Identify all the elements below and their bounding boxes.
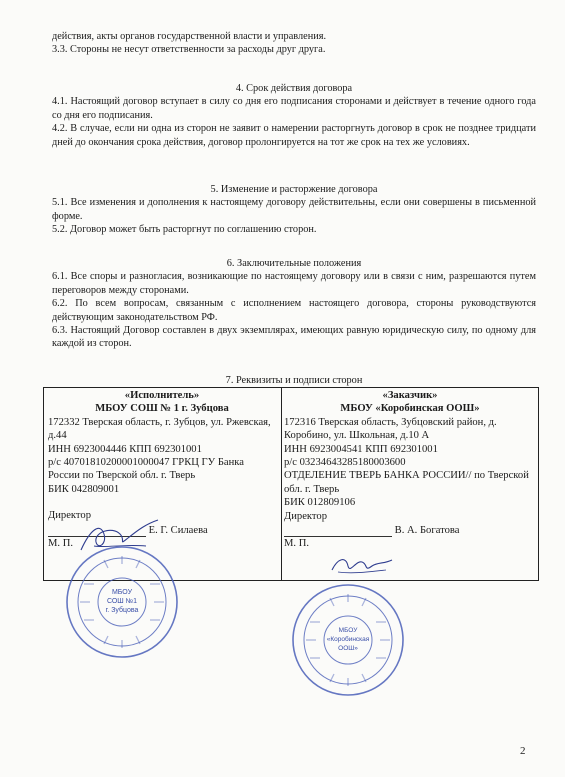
continuation-line: действия, акты органов государственной власти и управления. <box>52 31 327 42</box>
customer-name: МБОУ «Коробинская ООШ» <box>340 403 480 415</box>
customer-seal-line1: МБОУ <box>338 627 358 634</box>
customer-column <box>284 389 536 551</box>
clause-6-2: 6.2. По всем вопросам, связанным с исполнением настоящего договора, стороны руководствуются действующим законодательством РФ. <box>52 298 536 323</box>
executor-inn: ИНН 6923004446 КПП 692301001 <box>48 443 202 455</box>
executor-seal-center <box>64 588 180 615</box>
executor-account: р/с 40701810200001000047 ГРКЦ ГУ Банка России по Тверской обл. г. Тверь <box>48 457 244 482</box>
executor-address: 172332 Тверская область, г. Зубцов, ул. Ржевская, д.44 <box>48 416 271 442</box>
executor-seal-line3: г. Зубцова <box>105 607 139 614</box>
section-6 <box>52 257 536 351</box>
section-7-heading: 7. Реквизиты и подписи сторон <box>225 375 363 386</box>
customer-mp: М. П. <box>284 538 310 550</box>
customer-inn: ИНН 6923004541 КПП 692301001 <box>284 443 438 455</box>
customer-seal-line2: «Коробинская <box>326 636 370 643</box>
customer-seal-line3: ООШ» <box>338 645 358 652</box>
customer-bik: БИК 012809106 <box>284 497 356 509</box>
executor-director-name: Е. Г. Силаева <box>148 524 208 536</box>
clause-4-2: 4.2. В случае, если ни одна из сторон не заявит о намерении расторгнуть договор в срок не позднее тридцати дней до окончания срока действия, договор пролонгируется на тот же срок на тех же условиях. <box>52 123 536 148</box>
customer-signature-row <box>284 523 536 537</box>
executor-name: МБОУ СОШ № 1 г. Зубцова <box>95 403 229 415</box>
executor-seal-line2: СОШ №1 <box>106 598 138 605</box>
section-6-heading: 6. Заключительные положения <box>226 258 362 269</box>
executor-mp: М. П. <box>48 538 74 550</box>
executor-bik: БИК 042809001 <box>48 483 120 495</box>
continuation-block <box>52 30 536 57</box>
requisites-divider <box>281 387 282 581</box>
customer-signature-line <box>284 523 392 537</box>
clause-5-1: 5.1. Все изменения и дополнения к настоящему договору действительны, если они совершены в письменной форме. <box>52 197 536 222</box>
customer-signature-image <box>328 550 398 580</box>
customer-seal-center <box>290 626 406 653</box>
section-4-heading: 4. Срок действия договора <box>235 83 353 94</box>
clause-6-1: 6.1. Все споры и разногласия, возникающие по настоящему договору или в связи с ним, разрешаются путем переговоров между сторонами. <box>52 271 536 296</box>
section-5 <box>52 183 536 237</box>
customer-bank: ОТДЕЛЕНИЕ ТВЕРЬ БАНКА РОССИИ// по Тверской обл. г. Тверь <box>284 470 529 495</box>
section-4 <box>52 82 536 149</box>
clause-3-3: 3.3. Стороны не несут ответственности за расходы друг друга. <box>52 44 326 56</box>
section-5-heading: 5. Изменение и расторжение договора <box>210 184 378 195</box>
clause-6-3: 6.3. Настоящий Договор составлен в двух экземплярах, имеющих равную юридическую силу, по одному для каждой из сторон. <box>52 325 536 350</box>
customer-address: 172316 Тверская область, Зубцовский район, д. Коробино, ул. Школьная, д.10 А <box>284 416 497 442</box>
customer-director-name: В. А. Богатова <box>394 525 460 537</box>
customer-role: «Заказчик» <box>382 390 438 401</box>
clause-5-2: 5.2. Договор может быть расторгнут по соглашению сторон. <box>52 224 317 236</box>
customer-director-label: Директор <box>284 510 327 522</box>
customer-seal <box>290 582 406 698</box>
executor-role: «Исполнитель» <box>124 390 200 401</box>
executor-seal-line1: МБОУ <box>111 589 133 596</box>
executor-seal <box>64 544 180 660</box>
executor-director-label: Директор <box>48 510 91 522</box>
clause-4-1: 4.1. Настоящий договор вступает в силу со дня его подписания сторонами и действует в течение одного года со дня его подписания. <box>52 96 536 121</box>
customer-account: р/с 03234643285180003600 <box>284 457 406 469</box>
page-number: 2 <box>520 745 526 757</box>
